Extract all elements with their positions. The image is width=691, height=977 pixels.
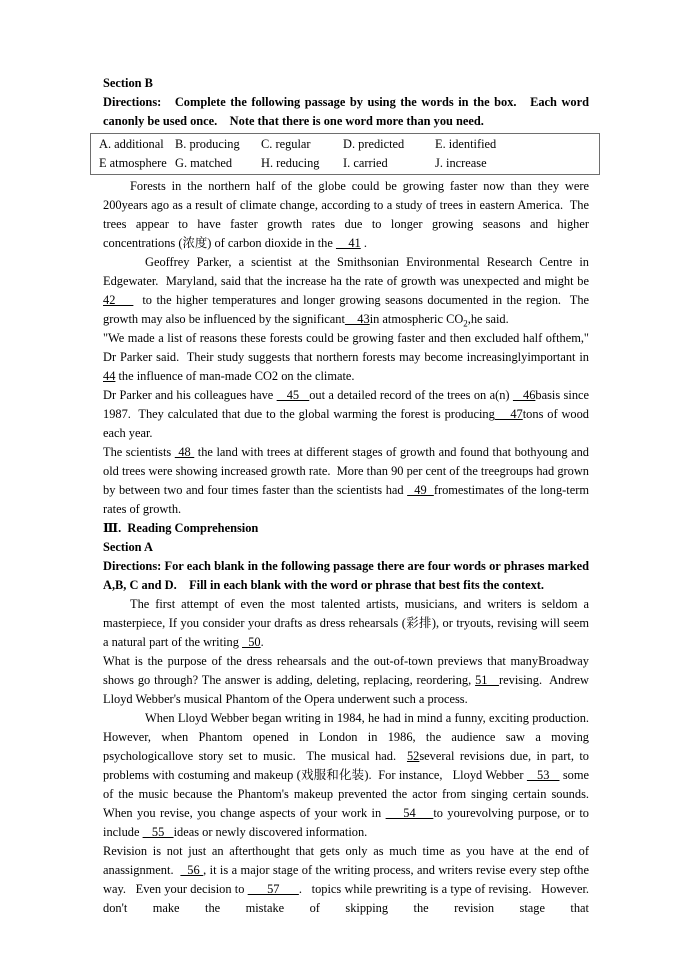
section-b-title: Section B — [103, 76, 153, 90]
cloze-paragraph-4 — [103, 386, 593, 443]
text-run: the influence of man-made CO2 on the climate. — [115, 369, 355, 383]
text-run: ,he said. — [467, 312, 509, 326]
reading-paragraph-4 — [103, 842, 599, 918]
text-run: in atmospheric CO — [369, 312, 464, 326]
text-run: revising. Andrew Lloyd Webber's musical Phantom of the Opera underwent such a process. — [103, 673, 593, 706]
text-run: "We made a list of reasons these forests could be growing faster and then excluded half ofthem," Dr Parker said. Their study suggests that northern forests may become increasinglyimportant in — [103, 331, 593, 364]
word-option-e: E. identified — [435, 137, 497, 151]
word-option-c: C. regular — [261, 137, 311, 151]
text-run: . topics while prewriting is a type of revising. However. don't make the mistake of skipping the revision stage that — [103, 882, 599, 915]
text-run: . — [260, 635, 264, 649]
text-run: fromestimates of the long-term rates of growth. — [103, 483, 593, 516]
text-run: . — [360, 236, 367, 250]
text-run: What is the purpose of the dress rehearsals and the out-of-town previews that manyBroadway shows go through? The answer is adding, deleting, replacing, reordering, — [103, 654, 593, 687]
reading-paragraph-2 — [103, 652, 593, 709]
blank-underline: 46 — [512, 388, 536, 402]
word-option-i: I. carried — [343, 155, 388, 170]
reading-paragraph-1 — [103, 595, 593, 652]
cloze-paragraph-3 — [103, 329, 593, 386]
text-run: to yourevolving purpose, or to include — [103, 806, 593, 839]
reading-part-heading: Ⅲ. Reading Comprehension — [103, 521, 259, 535]
text-run: Revision is not just an afterthought that gets only as much time as you have at the end of anassignment. — [103, 844, 593, 877]
word-option-f: E atmosphere — [99, 155, 167, 170]
word-bank-box — [90, 133, 600, 175]
section-a-title: Section A — [103, 540, 153, 554]
blank-underline: 42 — [103, 293, 134, 307]
text-run: Dr Parker and his colleagues have — [103, 388, 277, 402]
subscript-text: 2 — [463, 318, 468, 329]
blank-underline: 54 — [385, 806, 434, 820]
text-run: The scientists — [103, 445, 175, 459]
blank-underline: 52 — [406, 749, 420, 763]
exam-page — [99, 74, 605, 918]
blank-underline: 49 — [407, 483, 434, 497]
text-run: , it is a major stage of the writing process, and writers revise every step ofthe way. Even your decision to — [103, 863, 593, 896]
blank-underline: 47 — [494, 407, 523, 421]
text-run: out a detailed record of the trees on a(n) — [309, 388, 513, 402]
text-run: Forests in the northern half of the globe could be growing faster now than they were 200years ago as a result of climate change, according to a study of trees in eastern America. The trees appear to have faster growth rates due to longer growing seasons and higher concentrations (浓度) of carbon dioxide in the — [103, 179, 605, 250]
text-run: some of the music because the Phantom's makeup prevented the actor from singing certain sounds. When you revise, you change aspects of your work in — [103, 768, 596, 820]
word-option-j: J. increase — [435, 155, 487, 170]
text-run: several revisions due, in part, to problems with costuming and makeup (戏服和化装). For instance, Lloyd Webber — [103, 749, 593, 782]
word-bank-row-1 — [99, 135, 593, 154]
text-run: Geoffrey Parker, a scientist at the Smithsonian Environmental Research Centre in Edgewater. Maryland, said that the increase ha the rate of growth was unexpected and might be — [103, 255, 593, 288]
blank-underline: 48 — [174, 445, 195, 459]
section-a-directions: Directions: For each blank in the following passage there are four words or phrases marked A,B, C and D. Fill in each blank with the word or phrase that best fits the context. — [103, 559, 592, 592]
word-option-d: D. predicted — [343, 137, 405, 151]
text-run: ideas or newly discovered information. — [173, 825, 368, 839]
blank-underline: 51 — [475, 673, 500, 687]
text-run: to the higher temperatures and longer growing seasons documented in the region. The growth may also be influenced by the significant — [103, 293, 593, 326]
blank-underline: 56 — [180, 863, 204, 877]
text-run: the land with trees at different stages of growth and found that bothyoung and old trees were showing increased growth rate. More than 90 per cent of the treegroups had grown by between two and four times faster than the scientists had — [103, 445, 593, 497]
blank-underline: 57 — [247, 882, 299, 896]
cloze-paragraph-2 — [103, 253, 593, 329]
word-option-b: B. producing — [175, 137, 240, 151]
blank-underline: 50 — [242, 635, 261, 649]
blank-underline: 41 — [335, 236, 361, 250]
blank-underline: 45 — [276, 388, 310, 402]
text-run: The first attempt of even the most talented artists, musicians, and writers is seldom a masterpiece, If you consider your drafts as dress rehearsals (彩排), or tryouts, revising will seem a natural part of the writing — [103, 597, 593, 649]
word-bank-row-2 — [99, 154, 593, 173]
blank-underline: 44 — [103, 369, 116, 383]
reading-paragraph-3 — [103, 709, 596, 842]
blank-underline: 43 — [344, 312, 370, 326]
word-option-g: G. matched — [175, 155, 233, 170]
cloze-paragraph-1 — [103, 177, 605, 253]
word-option-h: H. reducing — [261, 155, 320, 170]
section-b-directions: Directions: Complete the following passage by using the words in the box. Each word canonly be used once. Note that there is one word more than you need. — [103, 95, 593, 128]
cloze-paragraph-5 — [103, 443, 593, 519]
word-option-a: A. additional — [99, 137, 164, 151]
blank-underline: 53 — [526, 768, 560, 782]
blank-underline: 55 — [142, 825, 174, 839]
text-run: tons of wood each year. — [103, 407, 593, 440]
text-run: When Lloyd Webber began writing in 1984, he had in mind a funny, exciting production. However, when Phantom opened in London in 1986, the audience saw a moving psychologicallove story set to music. The musical had. — [103, 711, 596, 763]
text-run: basis since 1987. They calculated that due to the global warming the forest is producing — [103, 388, 593, 421]
